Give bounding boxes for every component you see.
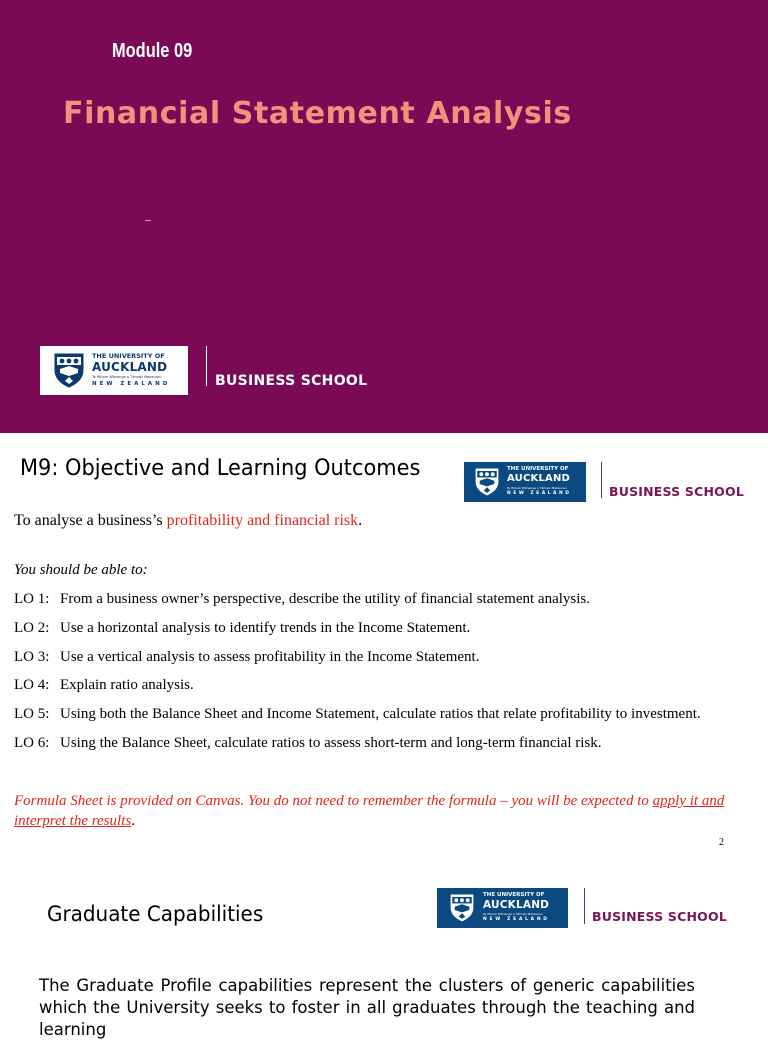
learning-outcome bbox=[14, 649, 479, 666]
logo-line3: Te Whare Wānanga o Tāmaki Makaurau bbox=[507, 486, 567, 490]
logo-divider bbox=[584, 888, 585, 924]
page-number: 2 bbox=[719, 837, 724, 848]
outcome-text: Using both the Balance Sheet and Income Statement, calculate ratios that relate profitability to investment. bbox=[60, 706, 701, 722]
business-school-label: BUSINESS SCHOOL bbox=[592, 909, 727, 924]
outcome-text: Use a horizontal analysis to identify trends in the Income Statement. bbox=[60, 620, 471, 636]
formula-emphasis: apply it and interpret the results bbox=[14, 793, 725, 829]
outcome-number: LO 3: bbox=[14, 649, 50, 665]
outcome-text: Explain ratio analysis. bbox=[60, 677, 194, 693]
learning-outcome bbox=[14, 735, 602, 752]
logo-divider bbox=[601, 462, 602, 498]
outcome-text: From a business owner’s perspective, describe the utility of financial statement analysis. bbox=[60, 591, 591, 607]
learning-outcome bbox=[14, 620, 470, 637]
module-label: Module 09 bbox=[112, 40, 193, 62]
university-logo bbox=[40, 346, 188, 395]
logo-line4: NEW ZEALAND bbox=[507, 491, 572, 496]
university-logo bbox=[437, 888, 568, 928]
outcome-number: LO 1: bbox=[14, 591, 50, 607]
logo-line3: Te Whare Wānanga o Tāmaki Makaurau bbox=[483, 912, 543, 916]
formula-end: . bbox=[131, 813, 135, 829]
logo-line3: Te Whare Wānanga o Tāmaki Makaurau bbox=[92, 375, 162, 379]
logo-line1: THE UNIVERSITY OF bbox=[483, 892, 545, 898]
slide-title: Financial Statement Analysis bbox=[63, 96, 572, 131]
outcome-number: LO 2: bbox=[14, 620, 50, 636]
formula-text: Formula Sheet is provided on Canvas. You do not need to remember the formula – you will be expected to bbox=[14, 793, 653, 809]
crest-icon bbox=[449, 892, 475, 923]
learning-outcome bbox=[14, 706, 701, 723]
outcomes-lead: You should be able to: bbox=[14, 562, 148, 578]
logo-line2: AUCKLAND bbox=[507, 473, 571, 484]
outcome-number: LO 4: bbox=[14, 677, 50, 693]
logo-line1: THE UNIVERSITY OF bbox=[92, 352, 165, 360]
logo-line4: NEW ZEALAND bbox=[92, 381, 171, 387]
section-heading: M9: Objective and Learning Outcomes bbox=[20, 456, 421, 481]
formula-note bbox=[14, 791, 754, 831]
objective-highlight: profitability and financial risk bbox=[166, 512, 359, 529]
logo-divider bbox=[206, 346, 207, 386]
business-school-label: BUSINESS SCHOOL bbox=[215, 373, 368, 389]
logo-line1: THE UNIVERSITY OF bbox=[507, 466, 569, 472]
learning-outcome bbox=[14, 591, 590, 608]
logo-line2: AUCKLAND bbox=[92, 360, 168, 374]
university-logo bbox=[464, 462, 586, 502]
objective-text bbox=[14, 512, 362, 530]
outcome-text: Use a vertical analysis to assess profitability in the Income Statement. bbox=[60, 649, 480, 665]
crest-icon bbox=[474, 466, 500, 497]
logo-line4: NEW ZEALAND bbox=[483, 917, 550, 922]
outcome-text: Using the Balance Sheet, calculate ratios to assess short-term and long-term financial risk. bbox=[60, 735, 602, 751]
objective-suffix: . bbox=[358, 512, 363, 529]
title-slide bbox=[0, 0, 768, 433]
section-heading: Graduate Capabilities bbox=[47, 902, 264, 926]
logo-line2: AUCKLAND bbox=[483, 899, 550, 911]
outcome-number: LO 5: bbox=[14, 706, 50, 722]
graduate-profile-paragraph: The Graduate Profile capabilities represent the clusters of generic capabilities which the University seeks to foster in all graduates through the teaching and learning bbox=[39, 976, 695, 1039]
business-school-label: BUSINESS SCHOOL bbox=[609, 484, 744, 499]
learning-outcome bbox=[14, 677, 194, 694]
outcome-number: LO 6: bbox=[14, 735, 50, 751]
crest-icon bbox=[53, 352, 85, 388]
objective-prefix: To analyse a business’s bbox=[14, 512, 167, 529]
decorative-dash bbox=[145, 220, 151, 221]
